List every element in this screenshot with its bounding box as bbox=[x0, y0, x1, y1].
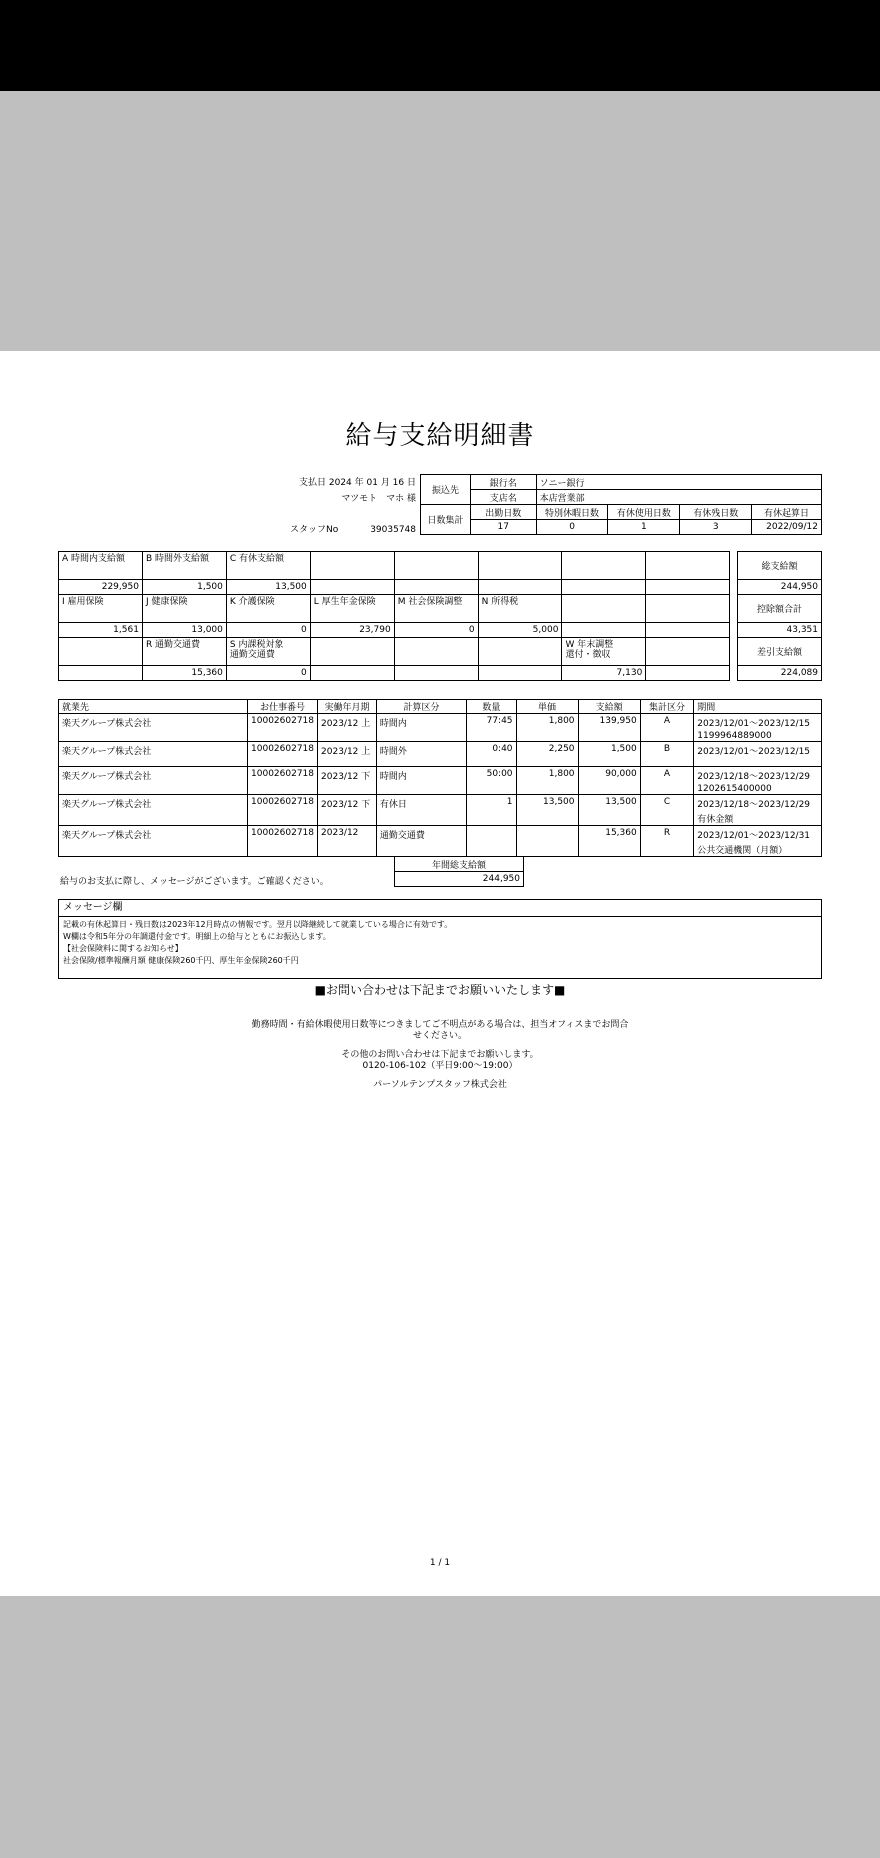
notice-text: 給与のお支払に際し、メッセージがございます。ご確認ください。 bbox=[60, 877, 329, 887]
summary-value bbox=[59, 666, 143, 681]
summary-value bbox=[394, 666, 478, 681]
summary-value: 5,000 bbox=[478, 623, 562, 638]
detail-cell-qty: 50:00 bbox=[467, 767, 516, 795]
total-pay-label: 総支給額 bbox=[738, 552, 822, 580]
summary-label: J 健康保険 bbox=[142, 595, 226, 623]
bank-info-table bbox=[420, 474, 822, 535]
detail-range: 2023/12/18～2023/12/29 bbox=[697, 772, 811, 782]
detail-cell-calc: 時間内 bbox=[376, 767, 466, 795]
pay-date: 支払日 2024 年 01 月 16 日 bbox=[299, 478, 416, 488]
detail-header-row bbox=[59, 700, 822, 714]
summary-value: 0 bbox=[394, 623, 478, 638]
detail-header: 期間 bbox=[694, 700, 822, 714]
summary-label bbox=[478, 552, 562, 580]
detail-cell-calc: 通勤交通費 bbox=[376, 826, 466, 857]
summary-label bbox=[310, 638, 394, 666]
summary-value: 229,950 bbox=[59, 580, 143, 595]
detail-cell-amount: 13,500 bbox=[578, 795, 640, 826]
message-line: 社会保険/標準報酬月額 健康保険260千円、厚生年金保険260千円 bbox=[63, 956, 299, 965]
detail-cell-job-no: 10002602718 bbox=[248, 826, 318, 857]
detail-cell-unit: 13,500 bbox=[516, 795, 578, 826]
detail-range: 2023/12/01～2023/12/15 bbox=[697, 747, 811, 757]
summary-value: 13,500 bbox=[226, 580, 310, 595]
summary-label: L 厚生年金保険 bbox=[310, 595, 394, 623]
detail-cell-period: 2023/12 上 bbox=[318, 742, 377, 767]
summary-label: N 所得税 bbox=[478, 595, 562, 623]
summary-label bbox=[646, 638, 730, 666]
detail-row bbox=[59, 714, 822, 742]
detail-header: お仕事番号 bbox=[248, 700, 318, 714]
detail-cell-period-range bbox=[694, 795, 822, 826]
days-value: 3 bbox=[680, 520, 752, 535]
summary-value: 1,561 bbox=[59, 623, 143, 638]
detail-note: 公共交通機関（月額） bbox=[697, 846, 788, 856]
detail-table bbox=[58, 699, 822, 857]
detail-header: 数量 bbox=[467, 700, 516, 714]
detail-cell-company: 楽天グループ株式会社 bbox=[59, 795, 248, 826]
contact-company: パーソルテンプスタッフ株式会社 bbox=[373, 1080, 507, 1090]
detail-note: 有休金額 bbox=[697, 815, 734, 825]
detail-range: 2023/12/01～2023/12/31 bbox=[697, 831, 811, 841]
days-value: 17 bbox=[470, 520, 536, 535]
contact-line-2: せください。 bbox=[412, 1031, 467, 1041]
summary-label bbox=[394, 638, 478, 666]
detail-cell-period-range bbox=[694, 714, 822, 742]
detail-cell-period-range bbox=[694, 767, 822, 795]
detail-cell-class: B bbox=[640, 742, 694, 767]
detail-header: 計算区分 bbox=[376, 700, 466, 714]
detail-cell-company: 楽天グループ株式会社 bbox=[59, 742, 248, 767]
detail-header: 単価 bbox=[516, 700, 578, 714]
detail-cell-amount: 1,500 bbox=[578, 742, 640, 767]
contact-phone: 0120-106-102（平日9:00～19:00） bbox=[362, 1061, 518, 1071]
detail-cell-period: 2023/12 bbox=[318, 826, 377, 857]
days-header: 出勤日数 bbox=[470, 505, 536, 520]
days-header: 有休起算日 bbox=[752, 505, 822, 520]
employee-name: マツモト マホ 様 bbox=[341, 494, 416, 504]
summary-value bbox=[646, 623, 730, 638]
summary-label bbox=[562, 552, 646, 580]
message-line: 記載の有休起算日・残日数は2023年12月時点の情報です。翌月以降継続して就業している場合に有効です。 bbox=[63, 920, 453, 929]
detail-cell-class: A bbox=[640, 767, 694, 795]
detail-header: 就業先 bbox=[59, 700, 248, 714]
detail-cell-qty: 77:45 bbox=[467, 714, 516, 742]
annual-total-label: 年間総支給額 bbox=[395, 857, 524, 872]
net-pay-label: 差引支給額 bbox=[738, 638, 822, 666]
summary-label bbox=[646, 552, 730, 580]
summary-label: R 通勤交通費 bbox=[142, 638, 226, 666]
detail-header: 支給額 bbox=[578, 700, 640, 714]
detail-cell-calc: 時間内 bbox=[376, 714, 466, 742]
top-black-bar bbox=[0, 0, 880, 91]
summary-value-row bbox=[59, 580, 730, 595]
summary-value-row bbox=[59, 623, 730, 638]
summary-label bbox=[478, 638, 562, 666]
contact-heading: ■お問い合わせは下記までお願いいたします■ bbox=[314, 983, 566, 997]
contact-line-1: 勤務時間・有給休暇使用日数等につきましてご不明点がある場合は、担当オフィスまでお問合 bbox=[251, 1020, 629, 1030]
detail-cell-company: 楽天グループ株式会社 bbox=[59, 767, 248, 795]
summary-value: 23,790 bbox=[310, 623, 394, 638]
detail-header: 集計区分 bbox=[640, 700, 694, 714]
detail-row bbox=[59, 826, 822, 857]
summary-label: M 社会保険調整 bbox=[394, 595, 478, 623]
summary-value: 0 bbox=[226, 623, 310, 638]
summary-label: A 時間内支給額 bbox=[59, 552, 143, 580]
summary-table bbox=[58, 551, 730, 681]
summary-value bbox=[562, 580, 646, 595]
detail-cell-qty: 0:40 bbox=[467, 742, 516, 767]
detail-header: 実働年月期 bbox=[318, 700, 377, 714]
detail-cell-amount: 139,950 bbox=[578, 714, 640, 742]
summary-value bbox=[562, 623, 646, 638]
document-page bbox=[0, 351, 880, 1596]
totals-table bbox=[737, 551, 822, 681]
detail-cell-job-no: 10002602718 bbox=[248, 767, 318, 795]
branch-label: 支店名 bbox=[470, 490, 536, 505]
bank-name-label: 銀行名 bbox=[470, 475, 536, 490]
days-header: 有休残日数 bbox=[680, 505, 752, 520]
detail-cell-amount: 15,360 bbox=[578, 826, 640, 857]
summary-value bbox=[478, 580, 562, 595]
summary-value bbox=[646, 580, 730, 595]
detail-cell-unit bbox=[516, 826, 578, 857]
summary-value-row bbox=[59, 666, 730, 681]
document-title: 給与支給明細書 bbox=[345, 421, 535, 451]
summary-value: 0 bbox=[226, 666, 310, 681]
summary-label: W 年末調整 還付・徴収 bbox=[562, 638, 646, 666]
days-value: 0 bbox=[536, 520, 608, 535]
detail-cell-job-no: 10002602718 bbox=[248, 714, 318, 742]
detail-cell-calc: 有休日 bbox=[376, 795, 466, 826]
total-deduction-label: 控除額合計 bbox=[738, 595, 822, 623]
summary-value bbox=[394, 580, 478, 595]
detail-cell-company: 楽天グループ株式会社 bbox=[59, 826, 248, 857]
summary-label: I 雇用保険 bbox=[59, 595, 143, 623]
message-line: 【社会保険料に関するお知らせ】 bbox=[63, 944, 183, 953]
days-value: 1 bbox=[608, 520, 680, 535]
summary-label: B 時間外支給額 bbox=[142, 552, 226, 580]
detail-note: 1202615400000 bbox=[697, 784, 772, 794]
detail-cell-amount: 90,000 bbox=[578, 767, 640, 795]
detail-cell-period: 2023/12 上 bbox=[318, 714, 377, 742]
total-deduction-value: 43,351 bbox=[738, 623, 822, 638]
summary-label bbox=[394, 552, 478, 580]
summary-value: 1,500 bbox=[142, 580, 226, 595]
detail-range: 2023/12/01～2023/12/15 bbox=[697, 719, 811, 729]
summary-label bbox=[562, 595, 646, 623]
detail-cell-job-no: 10002602718 bbox=[248, 742, 318, 767]
summary-label: S 内課税対象 通勤交通費 bbox=[226, 638, 310, 666]
detail-cell-unit: 2,250 bbox=[516, 742, 578, 767]
detail-cell-unit: 1,800 bbox=[516, 767, 578, 795]
detail-cell-class: A bbox=[640, 714, 694, 742]
detail-cell-period: 2023/12 下 bbox=[318, 767, 377, 795]
message-line: W欄は令和5年分の年調還付金です。明細上の給与とともにお振込します。 bbox=[63, 932, 331, 941]
detail-row bbox=[59, 767, 822, 795]
detail-row bbox=[59, 795, 822, 826]
detail-cell-period-range bbox=[694, 742, 822, 767]
summary-value bbox=[646, 666, 730, 681]
message-box bbox=[58, 899, 822, 979]
detail-cell-qty bbox=[467, 826, 516, 857]
detail-cell-calc: 時間外 bbox=[376, 742, 466, 767]
staff-no: 39035748 bbox=[370, 525, 416, 535]
detail-cell-class: R bbox=[640, 826, 694, 857]
branch-name: 本店営業部 bbox=[536, 490, 821, 505]
days-label: 日数集計 bbox=[421, 505, 471, 535]
detail-cell-qty: 1 bbox=[467, 795, 516, 826]
detail-cell-job-no: 10002602718 bbox=[248, 795, 318, 826]
summary-value: 15,360 bbox=[142, 666, 226, 681]
detail-note: 1199964889000 bbox=[697, 731, 772, 741]
summary-label bbox=[59, 638, 143, 666]
net-pay-value: 224,089 bbox=[738, 666, 822, 681]
summary-label: K 介護保険 bbox=[226, 595, 310, 623]
transfer-label: 振込先 bbox=[421, 475, 471, 505]
detail-cell-period: 2023/12 下 bbox=[318, 795, 377, 826]
bank-name: ソニー銀行 bbox=[536, 475, 821, 490]
days-header: 特別休暇日数 bbox=[536, 505, 608, 520]
detail-cell-unit: 1,800 bbox=[516, 714, 578, 742]
annual-total-value: 244,950 bbox=[395, 872, 524, 887]
summary-label bbox=[646, 595, 730, 623]
summary-label-row bbox=[59, 552, 730, 580]
summary-value bbox=[310, 580, 394, 595]
days-value: 2022/09/12 bbox=[752, 520, 822, 535]
detail-cell-class: C bbox=[640, 795, 694, 826]
detail-row bbox=[59, 742, 822, 767]
message-label: メッセージ欄 bbox=[59, 900, 821, 917]
annual-total-table bbox=[394, 856, 524, 887]
detail-cell-period-range bbox=[694, 826, 822, 857]
summary-value: 7,130 bbox=[562, 666, 646, 681]
summary-label: C 有休支給額 bbox=[226, 552, 310, 580]
summary-value bbox=[478, 666, 562, 681]
contact-line-3: その他のお問い合わせは下記までお願いします。 bbox=[341, 1050, 539, 1060]
total-pay-value: 244,950 bbox=[738, 580, 822, 595]
summary-value: 13,000 bbox=[142, 623, 226, 638]
page-number: 1 / 1 bbox=[429, 1558, 451, 1568]
summary-value bbox=[310, 666, 394, 681]
detail-cell-company: 楽天グループ株式会社 bbox=[59, 714, 248, 742]
days-header: 有休使用日数 bbox=[608, 505, 680, 520]
summary-label-row bbox=[59, 638, 730, 666]
staff-no-label: スタッフNo bbox=[290, 525, 339, 535]
summary-label-row bbox=[59, 595, 730, 623]
detail-range: 2023/12/18～2023/12/29 bbox=[697, 800, 811, 810]
summary-label bbox=[310, 552, 394, 580]
